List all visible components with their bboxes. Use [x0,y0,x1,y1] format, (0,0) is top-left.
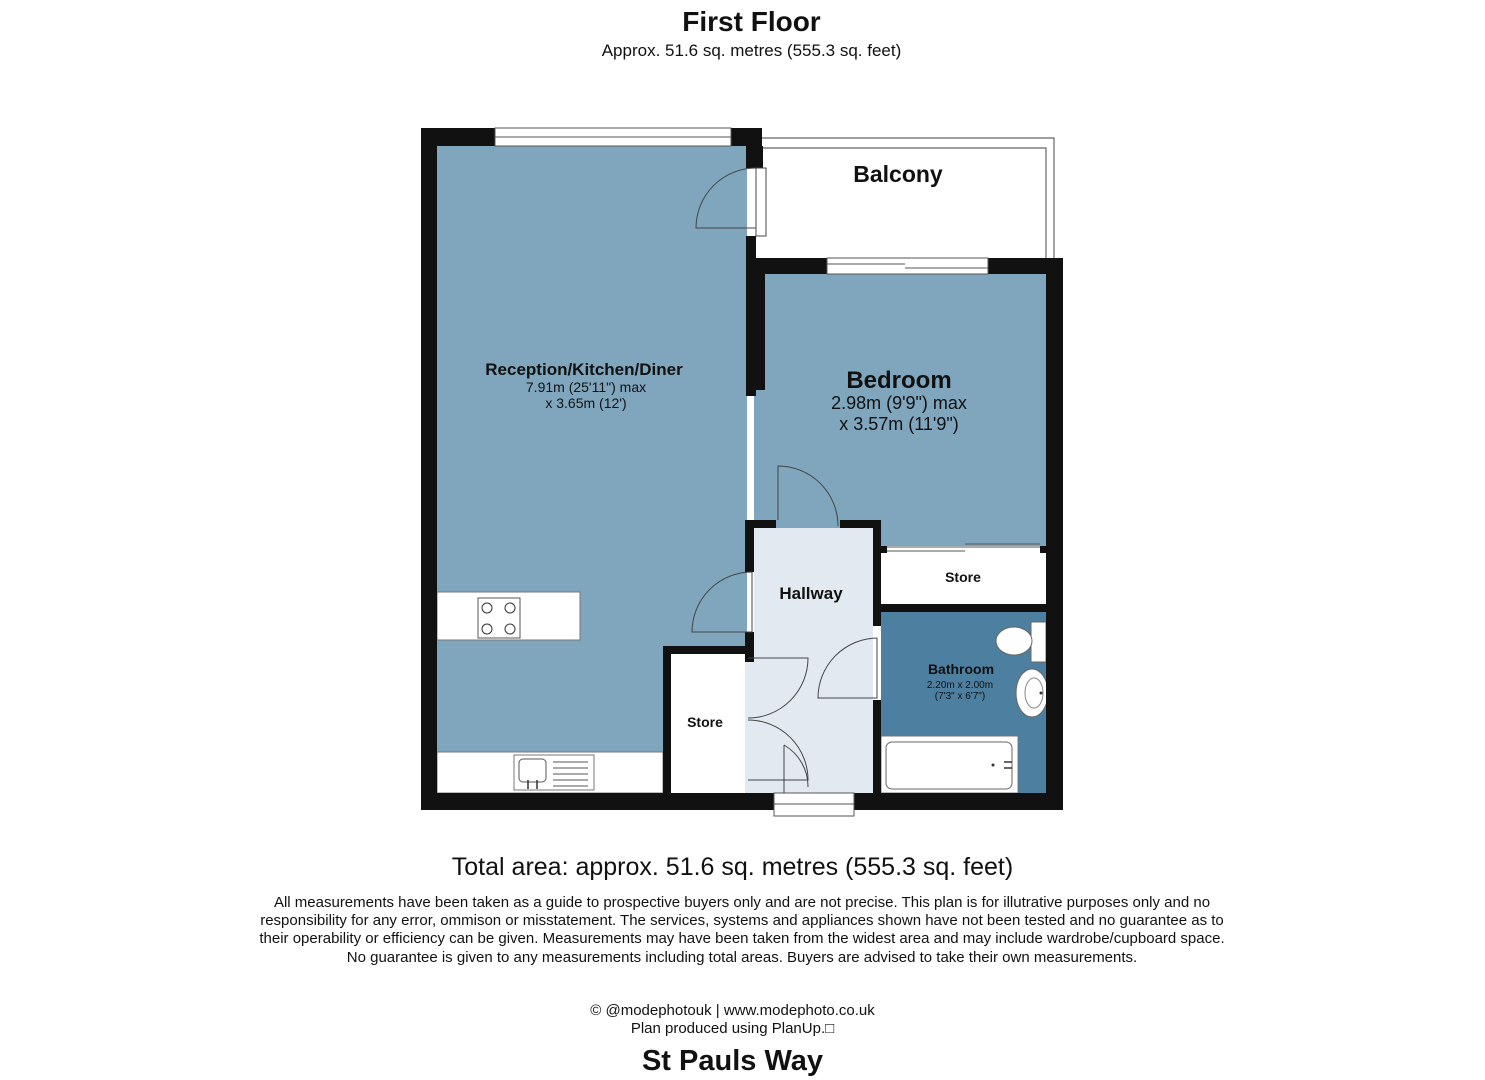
produced-by-text: Plan produced using PlanUp.□ [630,1020,835,1037]
bathtub [881,736,1018,793]
store-left-label: Store [687,714,723,730]
bathroom-name: Bathroom [927,661,995,677]
reception-room-name: Reception/Kitchen/Diner [485,360,683,379]
floor-title: First Floor [682,6,821,37]
credit-text: © @modephotouk | www.modephoto.co.uk [590,1002,875,1019]
hallway-lower-area [745,654,765,793]
bedroom-name: Bedroom [846,367,952,394]
kitchen-worktop [437,752,663,793]
bathroom-dim2: (7'3" x 6'7") [934,691,986,702]
bedroom-dim2: x 3.57m (11'9") [839,414,959,434]
disclaimer-text: All measurements have been taken as a guide to prospective buyers only and are not precise. This plan is for illutrative purposes only and no responsibility for any error, ommison or misstatement. The services, systems and appliances shown have not been tested and no guarantee as to their operability or efficiency can be given. Measurements may have been taken from the widest area and may include wardrobe/cupboard space. No guarantee is given to any measurements including total areas. Buyers are advised to take their own measurements. [259,894,1225,966]
reception-room-dim1: 7.91m (25'11") max [525,379,647,395]
balcony-label: Balcony [853,161,943,187]
hallway-area [754,528,873,793]
bathroom-dim1: 2.20m x 2.00m [926,680,994,691]
property-address: St Pauls Way [641,1045,824,1077]
store-right-label: Store [945,569,981,585]
total-area: Total area: approx. 51.6 sq. metres (555.3 sq. feet) [451,853,1014,881]
basin [1016,669,1048,717]
hallway-label: Hallway [779,584,843,603]
reception-room-dim2: x 3.65m (12') [545,395,627,411]
bedroom-dim1: 2.98m (9'9") max [831,393,967,413]
floor-area-subtitle: Approx. 51.6 sq. metres (555.3 sq. feet) [601,41,902,60]
balcony-outline [760,138,1054,258]
kitchen-island [437,592,580,640]
